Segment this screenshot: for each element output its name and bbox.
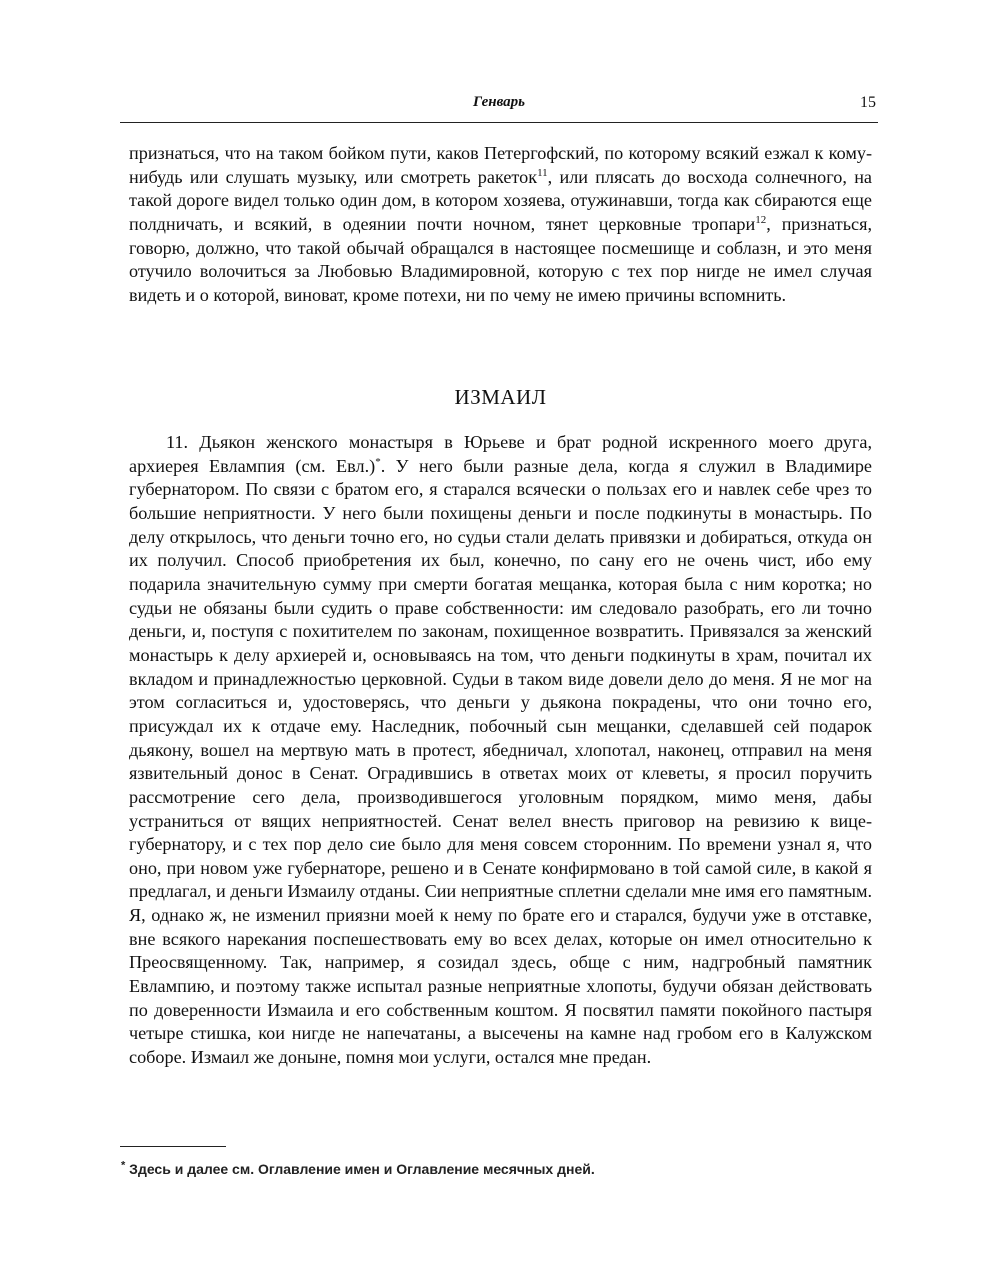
footnote-text: Здесь и далее см. Оглавление имен и Оглавление месячных дней. xyxy=(125,1161,595,1177)
entry-text-part-1: 11. Дьякон женского монастыря в Юрьеве и брат родной искренного моего друга, архиерея Евлампия (см. Евл.) xyxy=(129,432,872,476)
running-title: Генварь xyxy=(472,94,526,110)
footnote-marker-ref: * xyxy=(375,455,381,468)
note-ref-12: 12 xyxy=(755,213,767,226)
intro-text-part-2: , или плясать до восхода солнечного, на такой дороге видел только один дом, в котором хозяева, отужинавши, тогда как сбираются еще полдничать, и всякий, в одеянии почти ночном, тянет церковные тропари xyxy=(129,166,872,234)
intro-paragraph xyxy=(129,142,872,308)
entry-paragraph xyxy=(129,431,872,1070)
footnote xyxy=(121,1161,881,1177)
page-number: 15 xyxy=(860,94,876,111)
footnote-marker: * xyxy=(121,1159,126,1172)
intro-text-part-1: признаться, что на таком бойком пути, каков Петергофский, по которому всякий езжал к кому-нибудь или слушать музыку, или смотреть ракеток xyxy=(129,143,872,187)
note-ref-11: 11 xyxy=(537,166,548,179)
entry-text-part-2: . У него были разные дела, когда я служил в Владимире губернатором. По связи с братом его, я старался всячески о пользах его и навлек себе чрез то большие неприятности. У него были похищены деньги и после подкинуты в монастырь. По делу открылось, что деньги точно его, но судьи стали делать привязки и добираться, откуда он их получил. Способ приобретения их был, конечно, по сану его не очень чист, ибо ему подарила значительную сумму при смерти богатая мещанка, которая была с ним коротка; но судьи не обязаны были судить о праве собственности: им следовало разобрать, его ли точно деньги, и, поступя с похитителем по законам, похищенное возвратить. Привязался за женский монастырь к делу архиерей и, основываясь на том, что деньги подкинуты в храм, почитал их вкладом и принадлежностью церковной. Судьи в таком виде довели дело до меня. Я не мог на этом согласиться и, удостоверясь, что деньги у дьякона покрадены, что они точно его, присуждал их к отдаче ему. Наследник, побочный сын мещанки, сделавшей сей подарок дьякону, вошел на мертвую мать в протест, ябедничал, хлопотал, наконец, отправил на меня язвительный донос в Сенат. Оградившись в ответах моих от клеветы, я просил поручить рассмотрение сего дела, производившегося уголовным порядком, мимо меня, дабы устраниться от вящих неприятностей. Сенат велел внесть приговор на ревизию к вице-губернатору, и с тех пор дело сие было для меня совсем сторонним. По времени узнал я, что оно, при новом уже губернаторе, решено и в Сенате конфирмовано в той самой силе, в какой я предлагал, и деньги Измаилу отданы. Сии неприятные сплетни сделали мне имя его памятным. Я, однако ж, не изменил приязни моей к нему по брате его и старался, будучи уже в отставке, вне всякого нарекания поспешествовать ему во всех делах, которые он имел относительно к Преосвященному. Так, например, я созидал здесь, обще с ним, надгробный памятник Евлампию, и поэтому также испытал разные неприятные хлопоты, будучи обязан действовать по доверенности Измаила и его собственным коштом. Я посвятил памяти покойного пастыря четыре стишка, кои нигде не напечатаны, а высечены на камне над гробом его в Калужском соборе. Измаил же доныне, помня мои услуги, остался мне предан. xyxy=(129,455,872,1068)
intro-text-part-3: , признаться, говорю, должно, что такой обычай обращался в настоящее посмешище и соблазн, и это меня отучило волочиться за Любовью Владимировной, которую с тех пор нигде не имел случая видеть и о которой, виноват, кроме потехи, ни по чему не имею причины вспомнить. xyxy=(129,213,872,305)
running-header xyxy=(120,92,878,123)
intro-text xyxy=(129,142,872,308)
footnote-divider xyxy=(120,1146,226,1147)
entry-text xyxy=(129,431,872,1070)
section-heading: ИЗМАИЛ xyxy=(454,385,547,409)
